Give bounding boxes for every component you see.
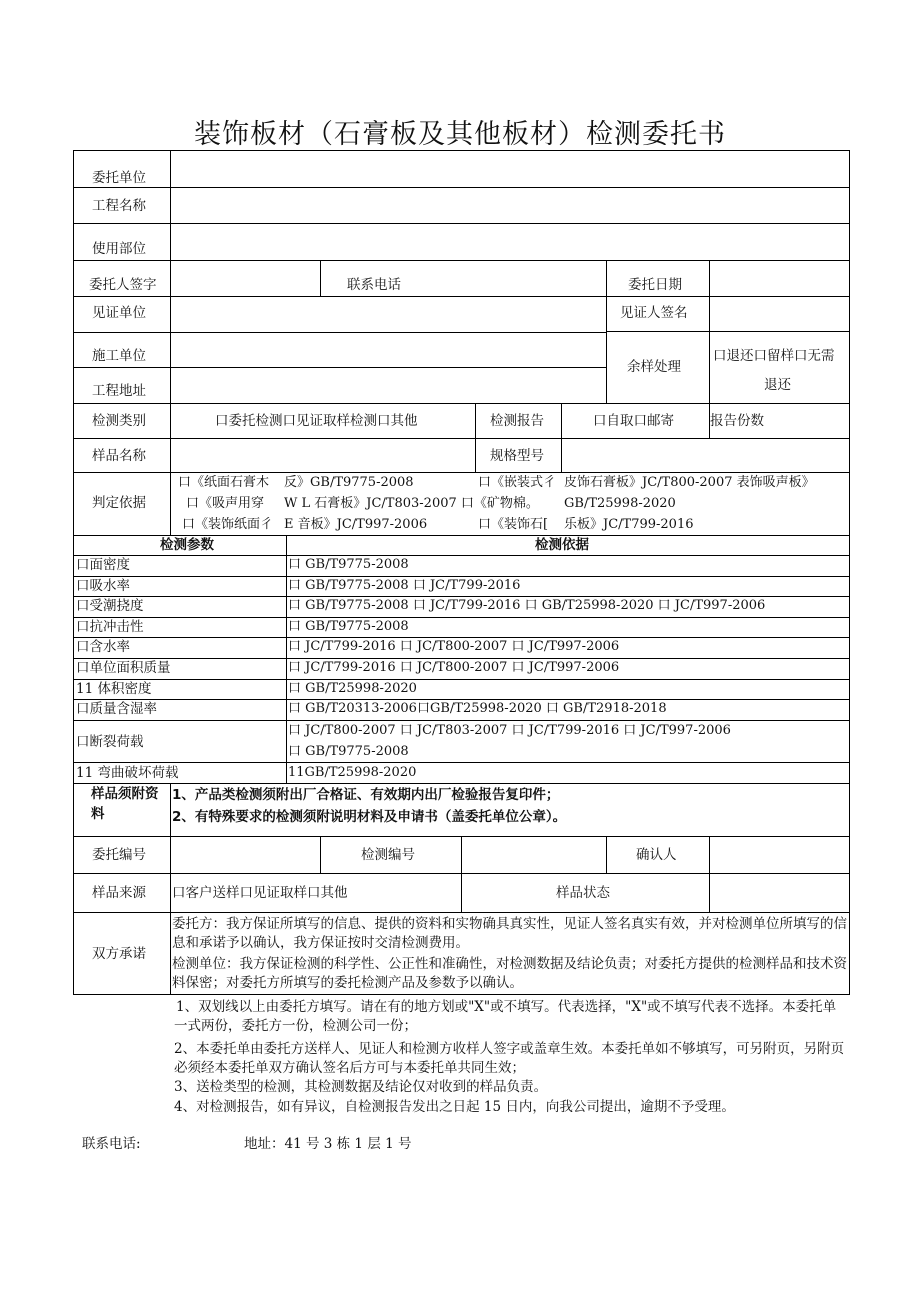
basis-line-1a[interactable]: 口《纸面石膏木	[178, 475, 270, 490]
note-2: 2、本委托单由委托方送样人、见证人和检测方收样人签字或盖章生效。本委托单如不够填写，可另附页，另附页必须经本委托单双方确认签名后方可与本委托单共同生效；	[174, 1041, 845, 1076]
note-1: 1、双划线以上由委托方填写。请在有的地方划或"X"或不填写。代表选择，"X"或不填写代表不选择。本委托单一式两份，委托方一份，检测公司一份；	[174, 999, 837, 1034]
project-name-label: 工程名称	[92, 198, 146, 214]
test-category-options[interactable]: 口委托检测口见证取样检测口其他	[215, 413, 418, 429]
client-sign-field[interactable]	[171, 261, 320, 296]
sample-source-label: 样品来源	[92, 885, 146, 901]
sample-handling-label: 余样处理	[627, 359, 681, 375]
confirmer-label: 确认人	[636, 847, 677, 863]
commission-date-label: 委托日期	[628, 277, 682, 293]
attach-line-1: 1、产品类检测须附出厂合格证、有效期内出厂检验报告复印件；	[172, 787, 560, 803]
param-name[interactable]: 口受潮挠度	[76, 598, 144, 615]
param-name[interactable]: 11 体积密度	[76, 680, 152, 697]
footer-phone: 联系电话:	[82, 1136, 141, 1152]
param-basis[interactable]: 口 GB/T9775-2008 口 JC/T799-2016 口 GB/T25998-2020 口 JC/T997-2006	[288, 598, 766, 614]
param-name[interactable]: 口面密度	[76, 557, 130, 573]
param-basis[interactable]: 口 GB/T9775-2008	[288, 557, 409, 572]
spec-model-field[interactable]	[562, 439, 849, 472]
client-unit-label: 委托单位	[92, 170, 146, 186]
basis-line-2c: GB/T25998-2020	[564, 496, 676, 511]
param-basis[interactable]: 口 GB/T9775-2008	[288, 618, 409, 634]
basis-line-2b: W L 石膏板》JC/T803-2007 口《矿物棉。	[284, 496, 539, 511]
promise-client-text: 委托方：我方保证所填写的信息、提供的资料和实物确具真实性，见证人签名真实有效，并对检测单位所填写的信息和承诺予以确认，我方保证按时交清检测费用。	[172, 916, 847, 951]
witness-unit-field[interactable]	[171, 297, 606, 332]
note-3: 3、送检类型的检测，其检测数据及结论仅对收到的样品负责。	[174, 1079, 548, 1095]
note-4: 4、对检测报告，如有异议，自检测报告发出之日起 15 日内，向我公司提出，逾期不予受理。	[174, 1099, 735, 1115]
basis-line-2a[interactable]: 口《吸声用穿	[186, 496, 265, 511]
sample-source-options[interactable]: 口客户送样口见证取样口其他	[172, 885, 348, 901]
promise-label: 双方承诺	[92, 946, 146, 962]
sample-handling-options-cont: 退还	[764, 377, 791, 393]
attach-label: 样品须附资	[91, 786, 159, 802]
construction-unit-field[interactable]	[171, 333, 606, 367]
basis-line-1b: 反》GB/T9775-2008	[284, 475, 414, 490]
param-basis[interactable]: 口 GB/T25998-2020	[288, 680, 417, 696]
project-address-field[interactable]	[171, 368, 606, 403]
contact-phone-label: 联系电话	[347, 277, 401, 293]
sample-status-label: 样品状态	[556, 885, 610, 901]
basis-line-3b: E 音板》JC/T997-2006	[284, 517, 428, 532]
construction-unit-label: 施工单位	[92, 348, 146, 364]
basis-line-3d: 乐板》JC/T799-2016	[564, 517, 694, 532]
param-basis[interactable]: 口 JC/T799-2016 口 JC/T800-2007 口 JC/T997-2006	[288, 639, 620, 655]
client-unit-field[interactable]	[171, 151, 849, 187]
sample-status-field[interactable]	[710, 874, 849, 912]
param-basis[interactable]: 口 JC/T799-2016 口 JC/T800-2007 口 JC/T997-2006	[288, 660, 620, 675]
param-basis[interactable]: 口 JC/T800-2007 口 JC/T803-2007 口 JC/T799-2016 口 JC/T997-2006	[288, 723, 731, 738]
param-name[interactable]: 口抗冲击性	[76, 618, 144, 635]
param-basis[interactable]: 11GB/T25998-2020	[288, 765, 417, 780]
promise-lab-text: 检测单位：我方保证检测的科学性、公正性和准确性，对检测数据及结论负责；对委托方提供的检测样品和技术资料保密；对委托方所填写的委托检测产品及参数予以确认。	[172, 956, 847, 991]
param-name[interactable]: 口吸水率	[76, 577, 130, 594]
param-header: 检测参数	[160, 537, 214, 553]
client-sign-label: 委托人签字	[89, 277, 157, 293]
param-name[interactable]: 口断裂荷载	[76, 734, 144, 750]
basis-line-1c[interactable]: 口《嵌装式彳	[478, 475, 557, 490]
commission-date-field[interactable]	[710, 261, 849, 296]
contact-phone-field[interactable]	[420, 261, 606, 296]
spec-model-label: 规格型号	[490, 448, 544, 464]
basis-line-3c[interactable]: 口《装饰石[	[478, 517, 549, 532]
test-no-label: 检测编号	[361, 847, 415, 863]
basis-line-3a[interactable]: 口《装饰纸面彳	[182, 517, 274, 532]
use-part-label: 使用部位	[92, 241, 146, 257]
test-no-field[interactable]	[462, 837, 606, 873]
param-basis[interactable]: 口 GB/T9775-2008	[288, 744, 409, 759]
param-name[interactable]: 口含水率	[76, 639, 130, 656]
param-name[interactable]: 口质量含湿率	[76, 701, 157, 718]
judgment-basis-label: 判定依据	[92, 495, 146, 511]
commission-no-label: 委托编号	[92, 847, 146, 863]
sample-name-field[interactable]	[171, 439, 475, 472]
param-name[interactable]: 口单位面积质量	[76, 660, 171, 676]
confirmer-field[interactable]	[710, 837, 849, 873]
param-basis[interactable]: 口 GB/T20313-2006口GB/T25998-2020 口 GB/T2918-2018	[288, 701, 667, 717]
param-basis[interactable]: 口 GB/T9775-2008 口 JC/T799-2016	[288, 577, 521, 593]
sample-handling-options[interactable]: 口退还口留样口无需	[713, 348, 835, 364]
project-name-field[interactable]	[171, 188, 849, 223]
witness-unit-label: 见证单位	[92, 305, 146, 321]
basis-line-1d: 皮饰石膏板》JC/T800-2007 表饰吸声板》	[564, 475, 815, 490]
attach-label-cont: 料	[91, 806, 105, 822]
param-name[interactable]: 11 弯曲破坏荷载	[76, 765, 179, 781]
sample-name-label: 样品名称	[92, 448, 146, 464]
test-report-label: 检测报告	[490, 413, 544, 429]
footer-address: 地址：41 号 3 栋 1 层 1 号	[244, 1136, 412, 1152]
basis-header: 检测依据	[535, 537, 589, 553]
commission-no-field[interactable]	[171, 837, 320, 873]
use-part-field[interactable]	[171, 224, 849, 260]
page-title: 装饰板材（石膏板及其他板材）检测委托书	[194, 119, 726, 150]
witness-sign-label: 见证人签名	[620, 305, 688, 321]
test-category-label: 检测类别	[92, 413, 146, 429]
test-report-options[interactable]: 口自取口邮寄	[593, 413, 674, 429]
attach-line-2: 2、有特殊要求的检测须附说明材料及申请书（盖委托单位公章）。	[172, 809, 567, 825]
project-address-label: 工程地址	[92, 383, 146, 399]
witness-sign-field[interactable]	[710, 297, 849, 331]
report-copies-label: 报告份数	[710, 413, 764, 429]
